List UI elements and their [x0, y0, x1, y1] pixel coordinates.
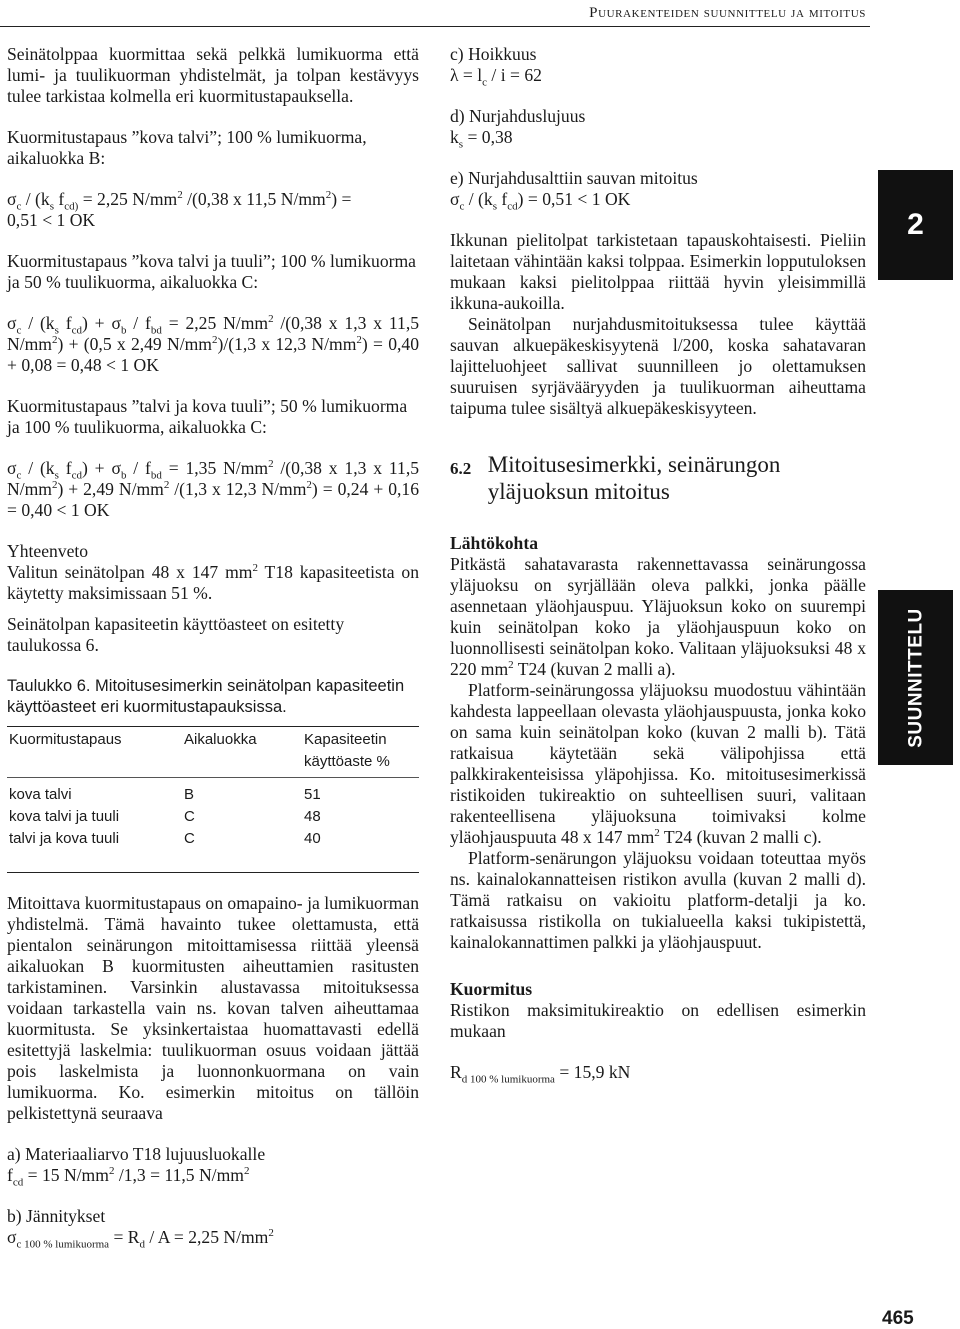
- buckling-paragraph: Seinätolpan nurjahdusmitoituksessa tulee käyttää sauvan alkuepäkeskisyytenä l/200, koska sahatavaran lajitteluohjeet sallivat suunnilleen jo olettamuksen suuruisen syrjävääryyden ja tuulikuorman aiheuttama taipuma tulee sisältyä alkuepäkeskisyyteen.: [450, 314, 866, 418]
- item-b-formula: $\sigma_{c 100 \% lumikuorma} = R_d / A = 2,25$ $N/mm^2$: [7, 1227, 274, 1251]
- table-body: [7, 778, 419, 872]
- case3-formula: $\sigma_c / (k_s$ $f_{cd}) + \sigma_b / f_{bd} = 1,35$ $N/mm^2$ /(0,38 x 1,3 x 11,5 $N/mm^2) + 2,49$ $N/mm^2$ /(1,3 x 12,3 $N/mm^2) = 0,24 + 0,16 = 0,40 < 1$ OK: [7, 458, 420, 520]
- item-c-title: c) Hoikkuus: [450, 44, 537, 64]
- table-header-cell: Aikaluokka: [184, 731, 257, 748]
- table-row: [7, 828, 419, 850]
- summary-reference: Seinätolpan kapasiteetin käyttöasteet on esitetty taulukossa 6.: [7, 614, 345, 655]
- capacity-table: [7, 726, 419, 873]
- item-c-formula: $\lambda = l_c / i = 62$: [450, 65, 542, 89]
- item-e-formula: $\sigma_c / (k_s$ $f_{cd}) = 0,51 < 1$ OK: [450, 189, 631, 213]
- table-cell: talvi ja kova tuuli: [9, 830, 120, 847]
- case1-title: Kuormitustapaus ”kova talvi”; 100 % lumikuorma, aikaluokka B:: [7, 127, 367, 168]
- left-column: [7, 44, 420, 1251]
- item-a-title: a) Materiaaliarvo T18 lujuusluokalle: [7, 1144, 266, 1164]
- table-cell: C: [184, 808, 195, 825]
- window-paragraph: Ikkunan pielitolpat tarkistetaan tapauskohtaisesti. Pieliin laitetaan vähintään kaksi tolppaa. Esimerkin lopputuloksen mukaan kaksi pielitolppaa riittää hyvin yleisimmillä ikkuna-aukoilla.: [450, 230, 866, 313]
- load-heading: Kuormitus: [450, 979, 533, 999]
- item-d-title: d) Nurjahduslujuus: [450, 106, 586, 126]
- case2-title: Kuormitustapaus ”kova talvi ja tuuli”; 100 % lumikuorma ja 50 % tuulikuorma, aikaluokka C:: [7, 251, 416, 292]
- table-cell: C: [184, 830, 195, 847]
- table-cell: 51: [304, 786, 321, 803]
- section-tab: SUUNNITTELU: [878, 590, 953, 765]
- table-row: [7, 806, 419, 828]
- platform-paragraph-2: Platform-senärungon yläjuoksu voidaan toteuttaa myös ns. kainalokannatteisen ristikon avulla (kuvan 2 malli d). Tämä ratkaisu on vakioitu platform-detalji ja ko. ratkaisussa ristikolla on tukialueella kaksi tukipistettä, kainalokannattimen palkki ja yläohjauspuut.: [450, 848, 866, 952]
- page-number: 465: [882, 1308, 914, 1329]
- item-a-formula: $f_{cd} = 15$ $N/mm^2$ /1,3 = 11,5 $N/mm^2$: [7, 1165, 250, 1189]
- load-formula: $R_{d 100 \% lumikuorma} = 15,9$ kN: [450, 1062, 631, 1086]
- table-cell: 40: [304, 830, 321, 847]
- case2-formula: $\sigma_c / (k_s$ $f_{cd}) + \sigma_b / f_{bd} = 2,25$ $N/mm^2$ /(0,38 x 1,3 x 11,5 $N/mm^2) + (0,5$ x 2,49 $N/mm^2)/(1,3$ x 12,3 $N/mm^2) = 0,40 + 0,08 = 0,48 < 1$ OK: [7, 313, 420, 375]
- section-heading: [450, 451, 866, 505]
- table-caption: Taulukko 6. Mitoitusesimerkin seinätolpan kapasiteetin käyttöasteet eri kuormitustapauksissa.: [7, 677, 405, 716]
- load-paragraph: Ristikon maksimitukireaktio on edellisen esimerkin mukaan: [450, 1000, 866, 1041]
- table-header-row: [7, 727, 419, 778]
- platform-paragraph: Platform-seinärungossa yläjuoksu muodostuu vähintään kahdesta lappeellaan olevasta yläohjauspuusta, jonka koko on sama kuin seinätolpan koko (kuvan 2 malli b). Tätä ratkaisua käytetään sekä välipohjissa että palkkirakenteisissa yläpohjissa. Ko. mitoitusesimerkissä ristikoiden tukireaktio on suhteellisen suuri, valitaan rakenteellisena yläjuoksuna toimivaksi kolme yläohjauspuuta 48 x 147 $mm^2$ T24 (kuvan 2 malli c).: [450, 680, 866, 847]
- table-header-cell: Kapasiteetin käyttöaste %: [304, 731, 390, 770]
- table-cell: B: [184, 786, 195, 803]
- table-cell: kova talvi ja tuuli: [9, 808, 120, 825]
- item-b-title: b) Jännitykset: [7, 1206, 106, 1226]
- item-d-formula: $k_s = 0,38$: [450, 127, 513, 151]
- summary-title: Yhteenveto: [7, 541, 89, 561]
- intro-paragraph: Seinätolppaa kuormittaa sekä pelkkä lumikuorma että lumi- ja tuulikuorman yhdistelmät, ja tolpan kestävyys tulee tarkistaa kolmella eri kuormitustapauksella.: [7, 44, 419, 106]
- table-header-cell: Kuormitustapaus: [9, 731, 122, 748]
- table-cell: kova talvi: [9, 786, 72, 803]
- header-rule: [0, 26, 870, 27]
- running-header: Puurakenteiden suunnittelu ja mitoitus: [589, 5, 866, 21]
- case1-formula: $\sigma_c / (k_s$ $f_{cd)} = 2,25$ $N/mm^2$ /(0,38 x 11,5 $N/mm^2$) = 0,51 < 1 OK: [7, 189, 352, 230]
- chapter-tab: 2: [878, 170, 953, 280]
- start-heading: Lähtökohta: [450, 533, 538, 553]
- item-e-title: e) Nurjahdusalttiin sauvan mitoitus: [450, 168, 698, 188]
- section-title: Mitoitusesimerkki, seinärungon yläjuoksun mitoitus: [487, 452, 781, 504]
- table-row: [7, 784, 419, 806]
- start-paragraph: Pitkästä sahatavarasta rakennettavassa seinärungossa yläjuoksu on syrjällään oleva palkki, jonka päälle asennetaan yläohjauspuu. Yläjuoksun koko on suurempi kuin seinätolpan koko ja yläohjauspuun koko on luonnollisesti seinätolpan koko. Valitaan yläjuoksuksi 48 x 220 $mm^2$ T24 (kuvan 2 malli a).: [450, 554, 866, 679]
- summary-text: Valitun seinätolpan 48 x 147 $mm^2$ T18 kapasiteetista on käytetty maksimissaan 51 %.: [7, 562, 419, 603]
- case3-title: Kuormitustapaus ”talvi ja kova tuuli”; 50 % lumikuorma ja 100 % tuulikuorma, aikaluokka C:: [7, 396, 408, 437]
- right-column: [450, 44, 866, 1086]
- table-cell: 48: [304, 808, 321, 825]
- design-paragraph: Mitoittava kuormitustapaus on omapaino- ja lumikuorman yhdistelmä. Tämä havainto tukee olettamusta, että pientalon seinärungon mitoittamisessa riittää yleensä aikaluokan B kuormitusten aiheuttamien rasitusten tarkistaminen. Varsinkin alustavassa mitoituksessa voidaan tarkastella vain ns. kovan talven aiheuttamaa kuormitusta. Se yksinkertaistaa huomattavasti edellä esitettyjä laskelmia: tuulikuorman osuus voidaan jättää pois laskelmista ja luonnonkuormana on vain lumikuorma. Ko. esimerkin mitoitus on tällöin pelkistettynä seuraava: [7, 893, 419, 1123]
- section-number: 6.2: [450, 459, 472, 478]
